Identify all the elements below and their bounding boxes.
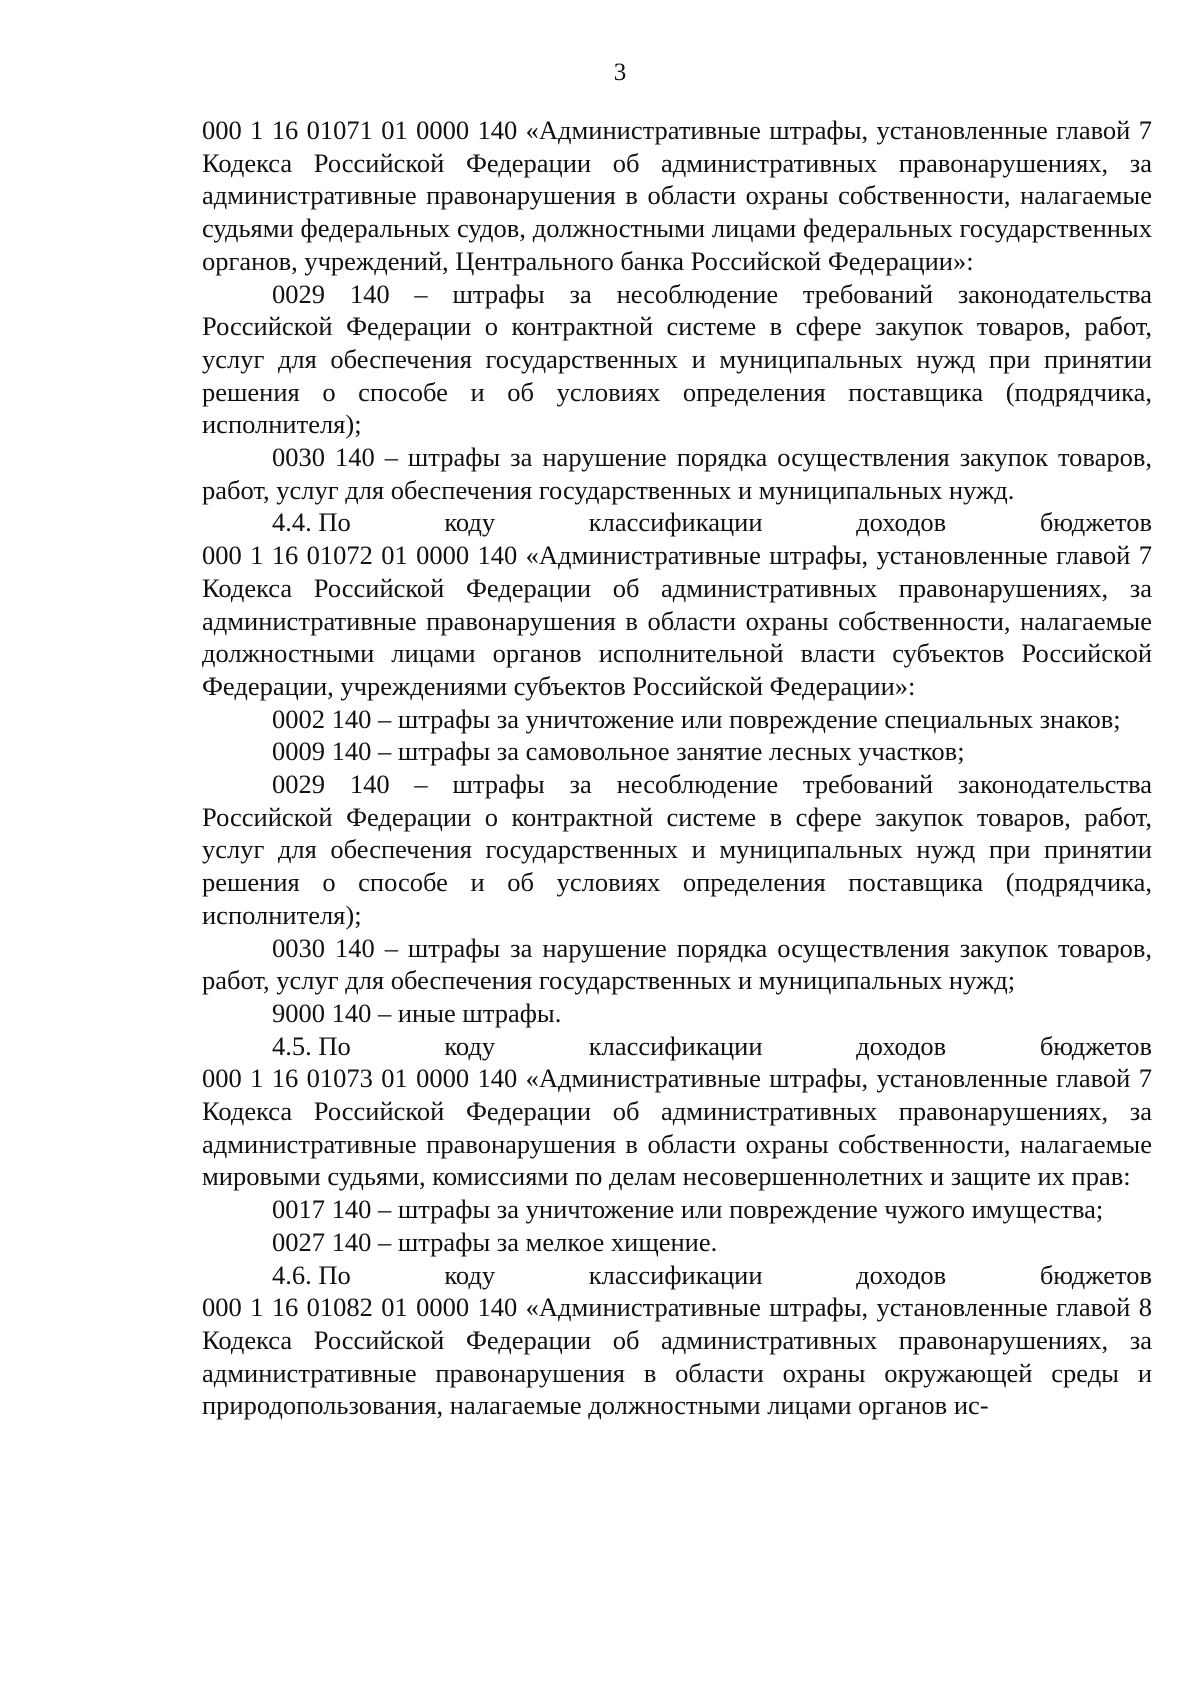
heading-word: доходов [856, 507, 947, 538]
paragraph: 0030 140 – штрафы за нарушение порядка осуществления закупок товаров, работ, услуг для обеспечения государственных и муниципальных нужд. [202, 442, 1152, 505]
heading-word: коду [444, 507, 496, 538]
paragraph: 0029 140 – штрафы за несоблюдение требований законодательства Российской Федерации о контрактной системе в сфере закупок товаров, работ, услуг для обеспечения государственных и муниципальных нужд при принятии решения о способе и об условиях определения поставщика (подрядчика, исполнителя); [202, 769, 1152, 930]
paragraph: 000 1 16 01072 01 0000 140 «Административные штрафы, установленные главой 7 Кодекса Российской Федерации об административных правонарушениях, за административные правонарушения в области охраны собственности, налагаемые должностными лицами органов исполнительной власти субъектов Российской Федерации, учреждениями субъектов Российской Федерации»: [202, 540, 1152, 701]
heading-word: 4.5. По [272, 1030, 351, 1061]
heading-word: классификации [588, 1259, 763, 1290]
paragraph: 0027 140 – штрафы за мелкое хищение. [272, 1226, 718, 1257]
section-heading-4-5 [202, 1030, 1152, 1063]
paragraph: 9000 140 – иные штрафы. [272, 997, 562, 1028]
heading-word: бюджетов [1039, 1030, 1152, 1061]
heading-word: 4.4. По [272, 507, 351, 538]
paragraph: 0009 140 – штрафы за самовольное занятие лесных участков; [272, 736, 965, 767]
heading-word: классификации [588, 507, 763, 538]
heading-word: доходов [856, 1030, 947, 1061]
paragraph: 000 1 16 01082 01 0000 140 «Административные штрафы, установленные главой 8 Кодекса Российской Федерации об административных правонарушениях, за административные правонарушения в области охраны окружающей среды и природопользования, налагаемые должностными лицами органов ис- [202, 1292, 1152, 1421]
section-heading-4-4 [202, 506, 1152, 539]
heading-word: доходов [856, 1259, 947, 1290]
page-number: 3 [613, 59, 627, 86]
paragraph: 000 1 16 01071 01 0000 140 «Административные штрафы, установленные главой 7 Кодекса Российской Федерации об административных правонарушениях, за административные правонарушения в области охраны собственности, налагаемые судьями федеральных судов, должностными лицами федеральных государственных органов, учреждений, Центрального банка Российской Федерации»: [202, 115, 1152, 276]
heading-word: классификации [588, 1030, 763, 1061]
paragraph: 0002 140 – штрафы за уничтожение или повреждение специальных знаков; [272, 703, 1121, 734]
heading-word: 4.6. По [272, 1259, 351, 1290]
heading-word: коду [444, 1030, 496, 1061]
heading-word: коду [444, 1259, 496, 1290]
paragraph: 0030 140 – штрафы за нарушение порядка осуществления закупок товаров, работ, услуг для обеспечения государственных и муниципальных нужд; [202, 932, 1152, 996]
heading-word: бюджетов [1039, 507, 1152, 538]
paragraph: 0017 140 – штрафы за уничтожение или повреждение чужого имущества; [272, 1194, 1104, 1225]
heading-word: бюджетов [1039, 1259, 1152, 1290]
paragraph: 000 1 16 01073 01 0000 140 «Административные штрафы, установленные главой 7 Кодекса Российской Федерации об административных правонарушениях, за административные правонарушения в области охраны собственности, налагаемые мировыми судьями, комиссиями по делам несовершеннолетних и защите их прав: [202, 1063, 1152, 1192]
section-heading-4-6 [202, 1259, 1152, 1292]
paragraph: 0029 140 – штрафы за несоблюдение требований законодательства Российской Федерации о контрактной системе в сфере закупок товаров, работ, услуг для обеспечения государственных и муниципальных нужд при принятии решения о способе и об условиях определения поставщика (подрядчика, исполнителя); [202, 278, 1152, 440]
document-body [202, 114, 1152, 1422]
